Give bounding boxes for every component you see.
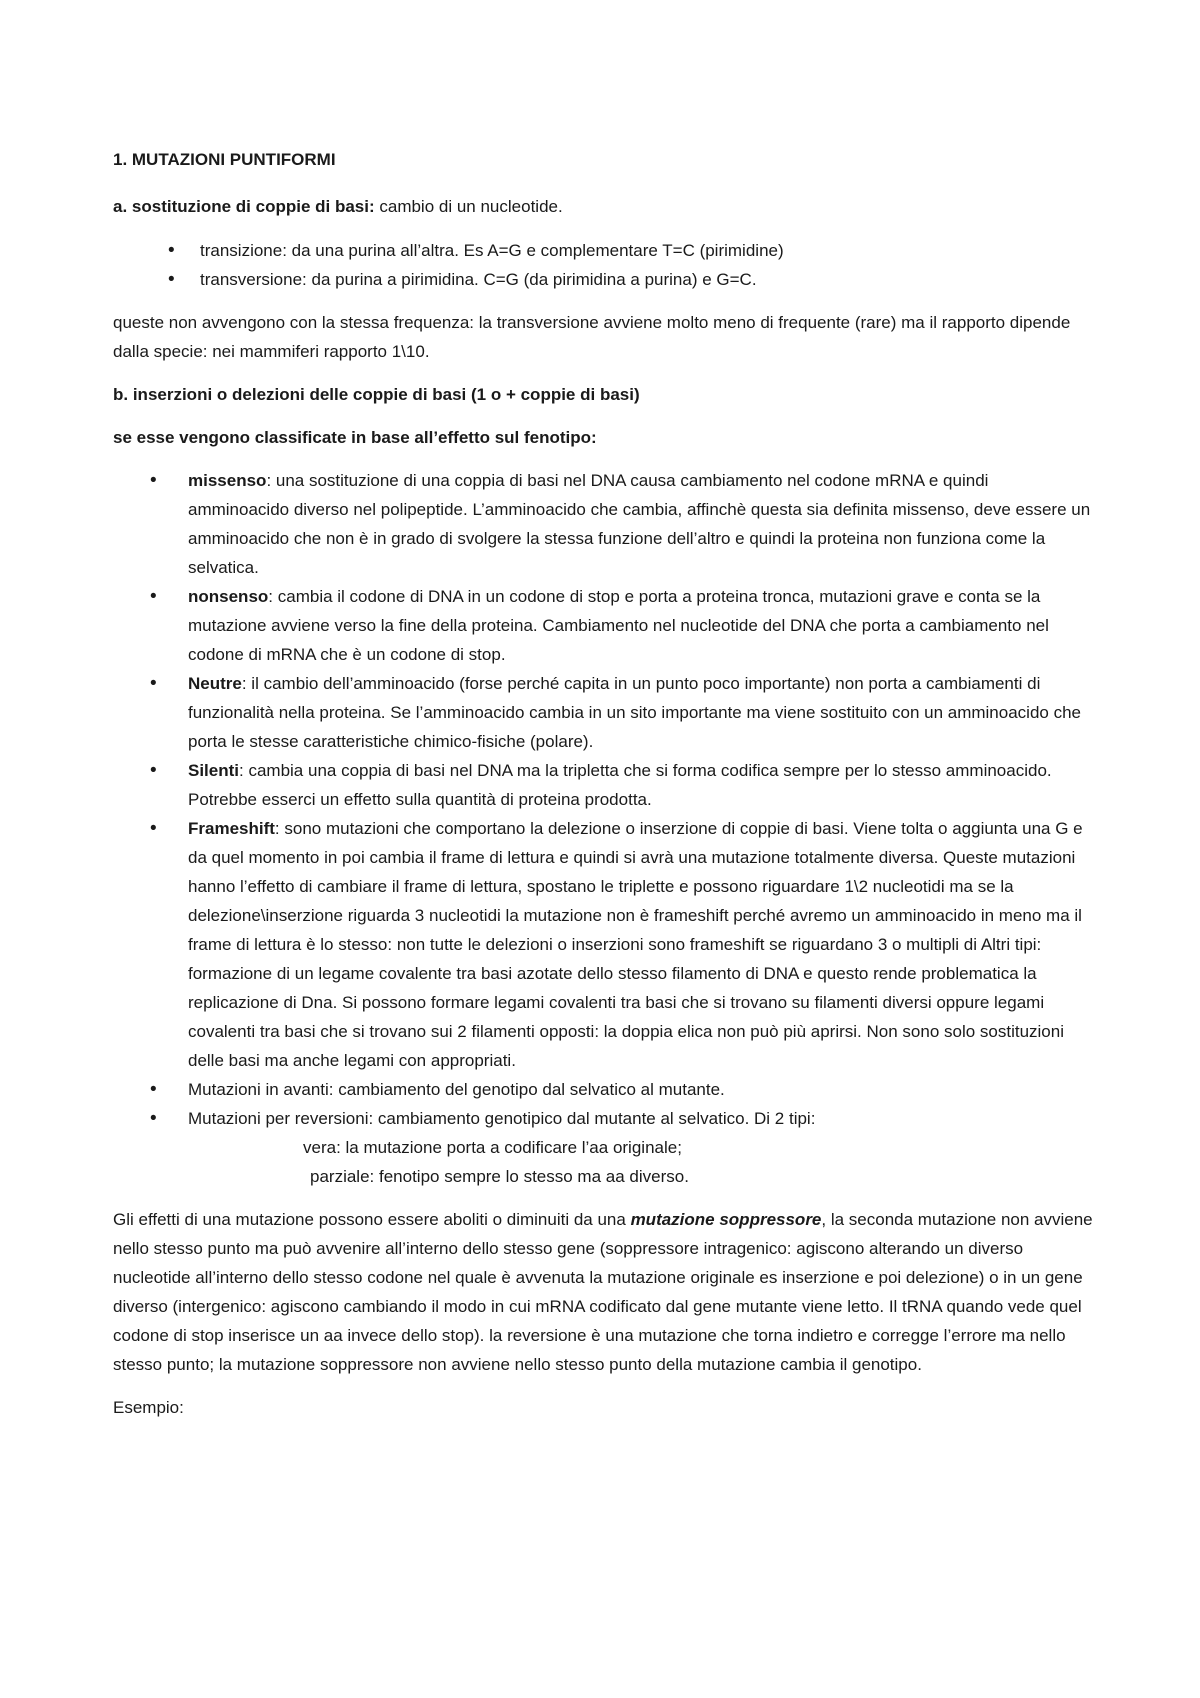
effect-text: : cambia il codone di DNA in un codone di stop e porta a proteina tronca, mutazioni grave e conta se la mutazione avviene verso la fine della proteina. Cambiamento nel nucleotide del DNA che porta a cambiamento nel codone di mRNA che è un codone di stop. — [188, 587, 1049, 664]
list-item — [188, 669, 1093, 756]
list-item — [188, 1075, 1093, 1104]
classification-heading: se esse vengono classificate in base all’effetto sul fenotipo: — [113, 428, 597, 447]
section-a-heading — [113, 192, 1093, 221]
reversion-type-partial: parziale: fenotipo sempre lo stesso ma aa diverso. — [310, 1167, 689, 1186]
effect-text: : sono mutazioni che comportano la delezione o inserzione di coppie di basi. Viene tolta o aggiunta una G e da quel momento in poi cambia il frame di lettura e quindi si avrà una mutazione totalmente diversa. Queste mutazioni hanno l’effetto di cambiare il frame di lettura, spostano le triplette e possono riguardare 1\2 nucleotidi ma se la delezione\inserzione riguarda 3 nucleotidi la mutazione non è frameshift perché avremo un amminoacido in meno ma il frame di lettura è lo stesso: non tutte le delezioni o inserzioni sono frameshift se riguardano 3 o multipli di Altri tipi: formazione di un legame covalente tra basi azotate dello stesso filamento di DNA e questo rende problematica la replicazione di Dna. Si possono formare legami covalenti tra basi che si trovano su filamenti diversi oppure legami covalenti tra basi che si trovano sui 2 filamenti opposti: la doppia elica non può più aprirsi. Non sono solo sostituzioni delle basi ma anche legami con appropriati. — [188, 819, 1083, 1070]
effect-text: Mutazioni in avanti: cambiamento del genotipo dal selvatico al mutante. — [188, 1080, 725, 1099]
frequency-paragraph: queste non avvengono con la stessa frequenza: la transversione avviene molto meno di frequente (rare) ma il rapporto dipende dalla specie: nei mammiferi rapporto 1\10. — [113, 313, 1071, 361]
effect-text: : cambia una coppia di basi nel DNA ma la tripletta che si forma codifica sempre per lo stesso amminoacido. Potrebbe esserci un effetto sulla quantità di proteina prodotta. — [188, 761, 1052, 809]
effect-term: missenso — [188, 471, 267, 490]
list-item: • transizione: da una purina all’altra. Es A=G e complementare T=C (pirimidine) — [200, 236, 1093, 265]
effect-term: nonsenso — [188, 587, 269, 606]
list-item — [188, 814, 1093, 1075]
page-title: 1. MUTAZIONI PUNTIFORMI — [113, 150, 336, 169]
effect-text: : il cambio dell’amminoacido (forse perché capita in un punto poco importante) non porta a cambiamenti di funzionalità nella proteina. Se l’amminoacido cambia in un sito importante ma viene sostituito con un amminoacido che porta le stesse caratteristiche chimico-fisiche (polare). — [188, 674, 1081, 751]
example-label: Esempio: — [113, 1398, 184, 1417]
document-page — [113, 145, 1093, 1422]
substitution-list — [113, 236, 1093, 294]
suppressor-text-after: , la seconda mutazione non avviene nello stesso punto ma può avvenire all’interno dello stesso gene (soppressore intragenico: agiscono alterando un diverso nucleotide all’interno dello stesso codone nel quale è avvenuta la mutazione originale es inserzione e poi delezione) o in un gene diverso (intergenico: agiscono cambiando il modo in cui mRNA codificato dal gene mutante viene letto. Il tRNA quando vede quel codone di stop inserisce un aa invece dello stop). la reversione è una mutazione che torna indietro e corregge l’errore ma nello stesso punto; la mutazione soppressore non avviene nello stesso punto della mutazione cambia il genotipo. — [113, 1210, 1093, 1374]
list-item — [188, 582, 1093, 669]
effect-term: Frameshift — [188, 819, 275, 838]
list-item: • transversione: da purina a pirimidina. C=G (da pirimidina a purina) e G=C. — [200, 265, 1093, 294]
list-item — [188, 756, 1093, 814]
suppressor-emphasis: mutazione soppressore — [630, 1210, 822, 1229]
list-item — [188, 466, 1093, 582]
suppressor-paragraph — [113, 1205, 1093, 1379]
suppressor-text-before: Gli effetti di una mutazione possono essere aboliti o diminuiti da una — [113, 1210, 631, 1229]
reversion-type-true: vera: la mutazione porta a codificare l’aa originale; — [303, 1138, 682, 1157]
section-a-label: a. sostituzione di coppie di basi: — [113, 197, 375, 216]
effect-term: Silenti — [188, 761, 240, 780]
effect-text: Mutazioni per reversioni: cambiamento genotipico dal mutante al selvatico. Di 2 tipi: — [188, 1109, 816, 1128]
effect-term: Neutre — [188, 674, 242, 693]
section-a-text: cambio di un nucleotide. — [374, 197, 563, 216]
effects-list — [113, 466, 1093, 1191]
list-item — [188, 1104, 1093, 1191]
section-b-heading: b. inserzioni o delezioni delle coppie di basi (1 o + coppie di basi) — [113, 385, 640, 404]
effect-text: : una sostituzione di una coppia di basi nel DNA causa cambiamento nel codone mRNA e quindi amminoacido diverso nel polipeptide. L’amminoacido che cambia, affinchè questa sia definita missenso, deve essere un amminoacido che non è in grado di svolgere la stessa funzione dell’altro e quindi la proteina non funziona come la selvatica. — [188, 471, 1091, 577]
